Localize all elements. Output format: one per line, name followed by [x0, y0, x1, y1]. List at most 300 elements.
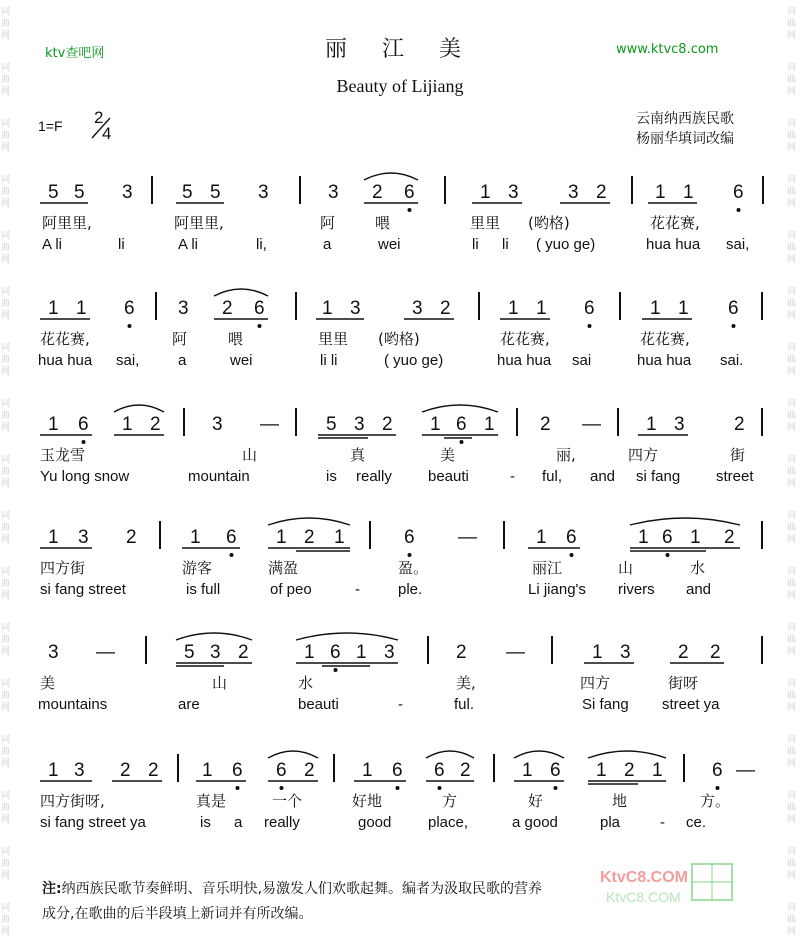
lyric-english: -	[660, 814, 665, 831]
lyric-english: li	[502, 236, 509, 253]
side-watermark-char: 网	[1, 255, 11, 265]
lyric-chinese: 水	[690, 559, 706, 577]
lyric-chinese: 好	[528, 792, 544, 810]
side-watermark-char: 词	[1, 791, 11, 801]
note: 2	[596, 182, 607, 203]
svg-text:KtvC8.COM: KtvC8.COM	[600, 869, 689, 886]
lyric-chinese: 阿	[320, 214, 336, 232]
left-watermark-strip	[0, 0, 14, 947]
lyric-chinese: 美	[440, 446, 456, 464]
note: 5	[210, 182, 221, 203]
octave-dot-below	[128, 324, 132, 328]
note: 1	[48, 527, 59, 548]
lyric-chinese: 街呀	[668, 674, 699, 692]
lyric-english: a	[323, 236, 332, 253]
side-watermark-char: 词	[787, 175, 797, 185]
side-watermark-char: 曲	[787, 187, 797, 197]
note: 2	[460, 760, 471, 781]
note: 5	[48, 182, 59, 203]
note: 1	[646, 414, 657, 435]
note: 1	[508, 298, 519, 319]
note: 3	[508, 182, 519, 203]
note: 2	[120, 760, 131, 781]
note: 1	[480, 182, 491, 203]
side-watermark-char: 网	[1, 591, 11, 601]
note: 1	[334, 527, 345, 548]
lyric-english: -	[510, 468, 515, 485]
notation-line	[0, 404, 800, 452]
footer-note-line-1	[42, 878, 542, 898]
note: 2	[624, 760, 635, 781]
notation-line	[0, 750, 800, 798]
lyric-chinese: 方。	[700, 792, 731, 810]
note: 1	[596, 760, 607, 781]
lyric-english: hua hua	[38, 352, 93, 369]
lyric-english: is	[200, 814, 211, 831]
note: 6	[392, 760, 403, 781]
slur	[588, 751, 666, 758]
lyric-english: and	[590, 468, 616, 485]
lyric-chinese: 阿里里,	[42, 214, 92, 232]
note: 6	[254, 298, 265, 319]
note: 1	[683, 182, 694, 203]
lyric-chinese: 里里	[318, 330, 349, 348]
note: 1	[356, 642, 367, 663]
side-watermark-char: 曲	[1, 747, 11, 757]
note: 6	[733, 182, 744, 203]
lyric-chinese: 花花赛,	[500, 330, 550, 348]
note: 2	[222, 298, 233, 319]
lyric-english: si fang street ya	[40, 814, 146, 831]
lyric-english: Li jiang's	[528, 581, 586, 598]
side-watermark-char: 词	[1, 399, 11, 409]
time-signature-bottom: 4	[102, 124, 112, 143]
side-watermark-char: 词	[787, 847, 797, 857]
note: 1	[592, 642, 603, 663]
svg-text:KtvC8.COM: KtvC8.COM	[606, 889, 681, 905]
side-watermark-char: 网	[1, 199, 11, 209]
side-watermark-char: 曲	[787, 803, 797, 813]
note: 6	[232, 760, 243, 781]
lyric-chinese: 美,	[456, 674, 476, 692]
lyric-english: is	[326, 468, 337, 485]
lyric-english: really	[264, 814, 300, 831]
side-watermark-char: 网	[787, 535, 797, 545]
lyric-english: a good	[512, 814, 558, 831]
side-watermark-char: 曲	[1, 131, 11, 141]
side-watermark-char: 曲	[1, 803, 11, 813]
side-watermark-char: 曲	[1, 187, 11, 197]
note: 2	[238, 642, 249, 663]
side-watermark-char: 网	[787, 31, 797, 41]
lyric-english: hua hua	[646, 236, 701, 253]
lyric-chinese: 四方街呀,	[40, 792, 105, 810]
note: 2	[440, 298, 451, 319]
note: 1	[690, 527, 701, 548]
time-signature-top: 2	[94, 108, 104, 127]
note: 6	[78, 414, 89, 435]
song-title-english: Beauty of Lijiang	[336, 76, 464, 96]
octave-dot-below	[460, 440, 464, 444]
note: 2	[372, 182, 383, 203]
side-watermark-char: 网	[1, 815, 11, 825]
lyric-chinese: 好地	[352, 792, 383, 810]
note: 3	[258, 182, 269, 203]
lyric-chinese: 喂	[228, 330, 244, 348]
side-watermark-char: 网	[787, 367, 797, 377]
note: 1	[655, 182, 666, 203]
side-watermark-char: 曲	[1, 915, 11, 925]
lyric-chinese: 玉龙雪	[40, 446, 86, 464]
side-watermark-char: 词	[1, 623, 11, 633]
lyric-chinese: 真是	[196, 792, 227, 810]
note: 1	[76, 298, 87, 319]
side-watermark-char: 曲	[1, 75, 11, 85]
note: 3	[412, 298, 423, 319]
octave-dot-below	[396, 786, 400, 790]
side-watermark-char: 曲	[1, 523, 11, 533]
note: 1	[304, 642, 315, 663]
side-watermark-char: 网	[787, 647, 797, 657]
note: 6	[728, 298, 739, 319]
lyric-chinese: 四方	[628, 446, 659, 464]
note: 2	[382, 414, 393, 435]
lyric-english: mountain	[188, 468, 250, 485]
lyric-chinese: 阿里里,	[174, 214, 224, 232]
sustain-dash: —	[736, 760, 755, 781]
note: 2	[148, 760, 159, 781]
note: 1	[536, 527, 547, 548]
side-watermark-char: 网	[787, 591, 797, 601]
lyric-english: ful.	[454, 696, 475, 713]
note: 3	[48, 642, 59, 663]
side-watermark-char: 词	[787, 735, 797, 745]
lyric-english: li	[472, 236, 479, 253]
side-watermark-char: 词	[787, 679, 797, 689]
octave-dot-below	[334, 668, 338, 672]
side-watermark-char: 曲	[1, 243, 11, 253]
note: 2	[734, 414, 745, 435]
note: 6	[330, 642, 341, 663]
side-watermark-char: 曲	[1, 411, 11, 421]
lyric-chinese: 阿	[172, 330, 188, 348]
note: 6	[434, 760, 445, 781]
slur	[114, 405, 164, 412]
note: 3	[178, 298, 189, 319]
side-watermark-char: 网	[1, 87, 11, 97]
lyric-english: sai,	[726, 236, 750, 253]
lyric-chinese: 山	[242, 446, 258, 464]
time-signature	[88, 108, 116, 148]
lyric-chinese: 四方街	[40, 559, 86, 577]
sustain-dash: —	[260, 414, 279, 435]
lyric-chinese: 丽江	[532, 559, 563, 577]
slur	[214, 289, 268, 296]
side-watermark-char: 网	[787, 479, 797, 489]
side-watermark-char: 词	[1, 175, 11, 185]
slur	[268, 518, 350, 525]
lyric-english: a	[234, 814, 243, 831]
lyric-chinese: 花花赛,	[640, 330, 690, 348]
lyric-english: A li	[178, 236, 199, 253]
lyric-english: sai	[572, 352, 592, 369]
lyric-chinese: 丽,	[556, 446, 576, 464]
sustain-dash: —	[458, 527, 477, 548]
side-watermark-char: 曲	[1, 635, 11, 645]
lyric-english: ful,	[542, 468, 563, 485]
note: 1	[276, 527, 287, 548]
side-watermark-char: 网	[787, 423, 797, 433]
lyric-english: beauti	[298, 696, 339, 713]
footer-note-line-2: 成分,在歌曲的后半段填上新词并有所改编。	[42, 906, 313, 922]
lyric-english: wei	[230, 352, 253, 369]
side-watermark-char: 曲	[1, 691, 11, 701]
lyric-english: si fang	[636, 468, 681, 485]
side-watermark-char: 曲	[787, 635, 797, 645]
lyric-chinese: (哟格)	[378, 330, 420, 348]
lyric-english: rivers	[618, 581, 655, 598]
side-watermark-char: 网	[1, 31, 11, 41]
side-watermark-char: 曲	[1, 19, 11, 29]
side-watermark-char: 网	[787, 311, 797, 321]
lyric-english: beauti	[428, 468, 469, 485]
note: 2	[304, 527, 315, 548]
side-watermark-char: 曲	[787, 131, 797, 141]
note: 1	[48, 760, 59, 781]
lyric-english: ce.	[686, 814, 707, 831]
side-watermark-char: 词	[1, 231, 11, 241]
lyric-chinese: 花花赛,	[40, 330, 90, 348]
side-watermark-char: 词	[787, 791, 797, 801]
side-watermark-char: 曲	[787, 19, 797, 29]
lyric-english: are	[178, 696, 200, 713]
side-watermark-char: 词	[1, 567, 11, 577]
note: 3	[74, 760, 85, 781]
side-watermark-char: 词	[787, 455, 797, 465]
side-watermark-char: 网	[1, 647, 11, 657]
note: 2	[126, 527, 137, 548]
lyric-english: sai,	[116, 352, 140, 369]
side-watermark-char: 网	[1, 927, 11, 937]
side-watermark-char: 网	[787, 759, 797, 769]
note: 1	[638, 527, 649, 548]
note: 3	[620, 642, 631, 663]
side-watermark-char: 曲	[787, 691, 797, 701]
note: 3	[568, 182, 579, 203]
side-watermark-char: 网	[1, 367, 11, 377]
note: 2	[678, 642, 689, 663]
side-watermark-char: 词	[1, 343, 11, 353]
site-url-right[interactable]: www.ktvc8.com	[616, 42, 719, 57]
lyric-chinese: 地	[612, 792, 628, 810]
octave-dot-below	[230, 553, 234, 557]
lyric-english: of peo	[270, 581, 312, 598]
octave-dot-below	[737, 208, 741, 212]
note: 1	[652, 760, 663, 781]
note: 1	[522, 760, 533, 781]
lyric-english: si fang street	[40, 581, 126, 598]
note: 3	[384, 642, 395, 663]
lyric-chinese: 盈。	[398, 559, 429, 577]
lyric-english: Si fang	[582, 696, 629, 713]
side-watermark-char: 曲	[787, 523, 797, 533]
slur	[364, 173, 418, 180]
lyric-english: -	[398, 696, 403, 713]
note: 2	[304, 760, 315, 781]
note: 6	[584, 298, 595, 319]
slur	[422, 405, 498, 412]
lyric-english: li	[118, 236, 125, 253]
side-watermark-char: 网	[1, 311, 11, 321]
note: 6	[712, 760, 723, 781]
slur	[296, 633, 398, 640]
sustain-dash: —	[506, 642, 525, 663]
footer-note-label: 注:	[42, 881, 62, 897]
octave-dot-below	[666, 553, 670, 557]
side-watermark-char: 词	[1, 455, 11, 465]
side-watermark-char: 网	[787, 871, 797, 881]
note: 1	[190, 527, 201, 548]
lyric-english: a	[178, 352, 187, 369]
lyric-english: hua hua	[637, 352, 692, 369]
note: 2	[150, 414, 161, 435]
lyric-chinese: 四方	[580, 674, 611, 692]
side-watermark-char: 曲	[1, 299, 11, 309]
side-watermark-char: 曲	[1, 467, 11, 477]
lyric-english: ple.	[398, 581, 423, 598]
note: 6	[404, 527, 415, 548]
octave-dot-below	[588, 324, 592, 328]
note: 6	[550, 760, 561, 781]
sustain-dash: —	[582, 414, 601, 435]
side-watermark-char: 网	[787, 87, 797, 97]
side-watermark-char: 词	[1, 511, 11, 521]
note: 1	[48, 298, 59, 319]
side-watermark-char: 网	[1, 143, 11, 153]
lyric-chinese: 山	[212, 674, 228, 692]
lyric-english: and	[686, 581, 712, 598]
side-watermark-char: 词	[1, 7, 11, 17]
side-watermark-char: 曲	[787, 467, 797, 477]
slur	[176, 633, 252, 640]
lyric-english: street	[716, 468, 754, 485]
credit-lyricist: 杨丽华填词改编	[636, 131, 734, 147]
side-watermark-char: 曲	[787, 75, 797, 85]
side-watermark-char: 词	[787, 399, 797, 409]
note: 1	[650, 298, 661, 319]
lyric-chinese: 里里	[470, 214, 501, 232]
note: 1	[322, 298, 333, 319]
side-watermark-char: 词	[1, 119, 11, 129]
octave-dot-below	[570, 553, 574, 557]
side-watermark-char: 词	[1, 679, 11, 689]
octave-dot-below	[438, 786, 442, 790]
note: 1	[678, 298, 689, 319]
lyric-english: good	[358, 814, 392, 831]
side-watermark-char: 词	[787, 231, 797, 241]
side-watermark-char: 词	[1, 287, 11, 297]
lyric-english: -	[355, 581, 360, 598]
note: 6	[662, 527, 673, 548]
side-watermark-char: 词	[787, 343, 797, 353]
octave-dot-below	[258, 324, 262, 328]
note: 1	[362, 760, 373, 781]
note: 3	[674, 414, 685, 435]
side-watermark-char: 曲	[787, 579, 797, 589]
side-watermark-char: 网	[1, 871, 11, 881]
note: 3	[354, 414, 365, 435]
note: 3	[328, 182, 339, 203]
side-watermark-char: 曲	[787, 355, 797, 365]
lyric-english: ( yuo ge)	[384, 352, 444, 369]
lyric-english: li li	[320, 352, 338, 369]
sustain-dash: —	[96, 642, 115, 663]
side-watermark-char: 网	[787, 255, 797, 265]
right-watermark-strip	[786, 0, 800, 947]
side-watermark-char: 词	[787, 623, 797, 633]
site-stamp-logo	[592, 860, 742, 910]
lyric-english: li,	[256, 236, 267, 253]
credit-origin: 云南纳西族民歌	[636, 111, 734, 127]
note: 6	[124, 298, 135, 319]
note: 1	[484, 414, 495, 435]
lyric-english: mountains	[38, 696, 108, 713]
side-watermark-char: 网	[1, 423, 11, 433]
slur	[268, 751, 318, 758]
lyric-chinese: 水	[298, 674, 314, 692]
note: 5	[74, 182, 85, 203]
side-watermark-char: 词	[1, 847, 11, 857]
side-watermark-char: 网	[787, 927, 797, 937]
side-watermark-char: 词	[787, 567, 797, 577]
lyric-english: ( yuo ge)	[536, 236, 596, 253]
lyric-chinese: 真	[350, 446, 366, 464]
slur	[426, 751, 474, 758]
side-watermark-char: 曲	[1, 859, 11, 869]
note: 6	[456, 414, 467, 435]
song-title-chinese: 丽 江 美	[325, 37, 475, 62]
note: 6	[404, 182, 415, 203]
lyric-english: pla	[600, 814, 621, 831]
lyric-chinese: (哟格)	[528, 214, 570, 232]
side-watermark-char: 词	[787, 287, 797, 297]
note: 3	[78, 527, 89, 548]
side-watermark-char: 词	[1, 903, 11, 913]
slur	[630, 518, 740, 525]
lyric-english: wei	[378, 236, 401, 253]
lyric-chinese: 街	[730, 446, 746, 464]
lyric-chinese: 一个	[272, 792, 303, 810]
side-watermark-char: 曲	[1, 355, 11, 365]
lyric-chinese: 喂	[375, 214, 391, 232]
side-watermark-char: 网	[787, 199, 797, 209]
site-name-left[interactable]: ktv查吧网	[45, 46, 105, 61]
note: 1	[536, 298, 547, 319]
lyric-chinese: 山	[618, 559, 634, 577]
side-watermark-char: 词	[787, 511, 797, 521]
lyric-english: Yu long snow	[40, 468, 130, 485]
lyric-chinese: 游客	[182, 559, 213, 577]
note: 1	[48, 414, 59, 435]
side-watermark-char: 网	[1, 759, 11, 769]
octave-dot-below	[408, 208, 412, 212]
lyric-chinese: 花花赛,	[650, 214, 700, 232]
note: 1	[430, 414, 441, 435]
side-watermark-char: 曲	[787, 915, 797, 925]
side-watermark-char: 网	[787, 143, 797, 153]
side-watermark-char: 词	[787, 63, 797, 73]
lyric-chinese: 方	[442, 792, 458, 810]
